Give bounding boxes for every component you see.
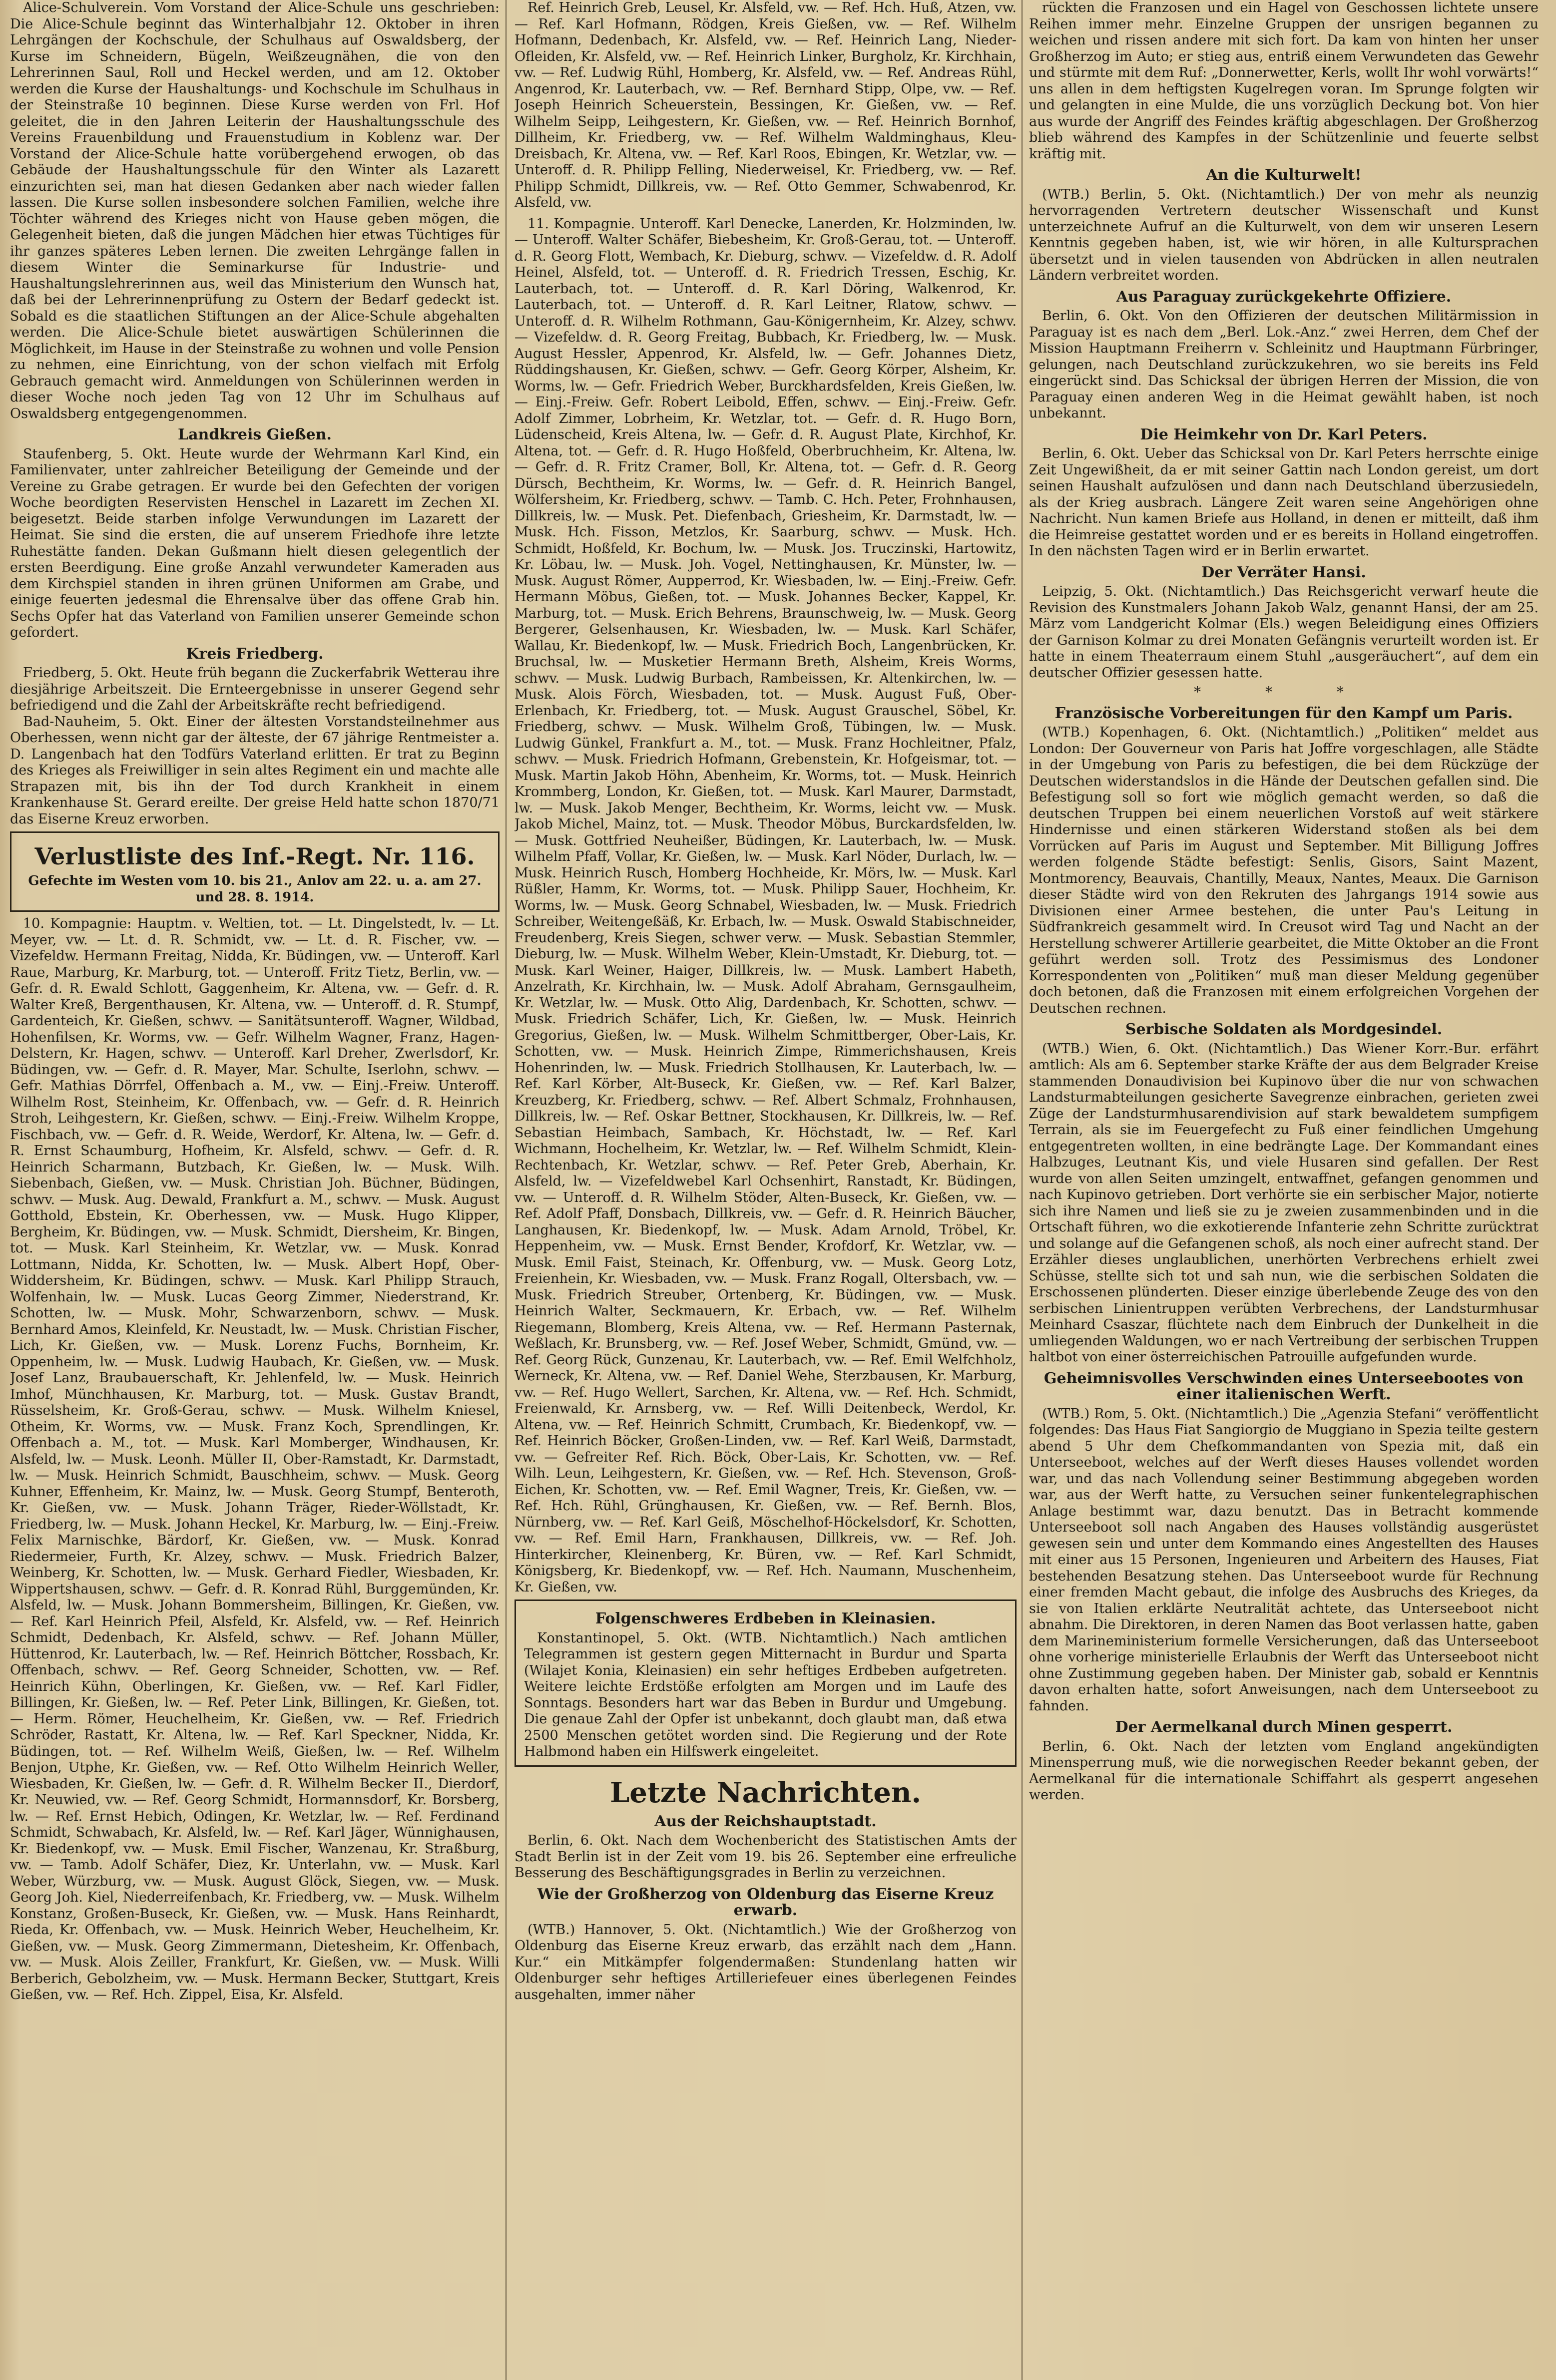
heading-hansi: Der Verräter Hansi. [1201, 563, 1366, 581]
heading-kreis-friedberg: Kreis Friedberg. [186, 645, 324, 663]
column-right [1029, 0, 1539, 2380]
column-left [10, 0, 500, 2380]
earthquake-title: Folgenschweres Erdbeben in Kleinasien. [595, 1610, 936, 1627]
heading-paris: Französische Vorbereitungen für den Kampf um Paris. [1054, 704, 1513, 722]
latest-news-subtitle: Aus der Reichshauptstadt. [654, 1812, 877, 1830]
article-serbische-soldaten: (WTB.) Wien, 6. Okt. (Nichtamtlich.) Das Wiener Korr.-Bur. erfährt amtlich: Als am 6. September starke Kräfte der aus dem Belgrader Kreise stammenden Donaudivision bei Kupinovo über die nur von schwachen Landsturmabteilungen gesicherte Savegrenze einbrachen, gerieten zwei Züge der Landsturmhusarendivision auf stark bewaldetem sumpfigem Terrain, als sie im Feuergefecht zu Fuß einer feindlichen Umgehung entgegentreten wollten, in eine bedrängte Lage. Der Kommandant eines Halbzuges, Leutnant Kis, und viele Husaren sind gefallen. Der Rest wurde von allen Seiten umzingelt, entwaffnet, gefangen genommen und nach Kupinovo getrieben. Dort verhörte sie ein serbischer Major, notierte sich ihre Namen und ließ sie zu je zweien zusammenbinden und in die Ortschaft führen, wo die exkotierende Infanterie zehn Schritte zurücktrat und solange auf die Gefangenen schoß, als noch einer aufrecht stand. Der Erzähler dieses unglaublichen, unerhörten Verbrechens erhielt zwei Schüsse, stellte sich tot und sah nun, wie die serbischen Soldaten die Erschossenen plünderten. Dieser einzige überlebende Zeuge des von den serbischen Linientruppen verübten Verbrechens, der Landsturmhusar Meinhard Csaszar, flüchtete nach dem Einbruch der Dunkelheit in die umliegenden Waldungen, wo er nach Vertreibung der serbischen Truppen haltbot von einer österreichischen Patrouille aufgefunden wurde. [1029, 1041, 1539, 1365]
article-paraguay: Berlin, 6. Okt. Von den Offizieren der deutschen Militärmission in Paraguay ist es nach dem „Berl. Lok.-Anz.“ zwei Herren, dem Chef der Mission Hauptmann Freiherrn v. Schleinitz und Hauptmann Fürbringer, gelungen, nach Deutschland zurückzukehren, wo sie bereits ins Feld eingerückt sind. Das Schicksal der übrigen Herren der Mission, die von Paraguay einen anderen Weg in die Heimat gewählt haben, ist noch unbekannt. [1029, 308, 1539, 421]
heading-serbische-soldaten: Serbische Soldaten als Mordgesindel. [1125, 1021, 1443, 1038]
earthquake-body: Konstantinopel, 5. Okt. (WTB. Nichtamtlich.) Nach amtlichen Telegrammen ist gestern gegen Mitternacht in Burdur und Sparta (Wilajet Konia, Kleinasien) ein sehr heftiges Erdbeben aufgetreten. Weitere leichte Erdstöße erfolgten am Morgen und im Laufe des Sonntags. Besonders hart war das Beben in Burdur und Umgebung. Die genaue Zahl der Opfer ist unbekannt, doch glaubt man, daß etwa 2500 Menschen getötet worden sind. Die Regierung und der Rote Halbmond haben ein Hilfswerk eingeleitet. [524, 1630, 1007, 1759]
casualty-list-11-kompagnie: 11. Kompagnie. Unteroff. Karl Denecke, Lanerden, Kr. Holzminden, lw. — Unteroff. Walter Schäfer, Biebesheim, Kr. Groß-Gerau, tot. — Unteroff. d. R. Georg Flott, Wembach, Kr. Dieburg, schwv. — Vizefeldw. d. R. Adolf Heinel, Alsfeld, tot. — Unteroff. d. R. Friedrich Tressen, Eschig, Kr. Lauterbach, tot. — Unteroff. d. R. Karl Döring, Walkenrod, Kr. Lauterbach, tot. — Unteroff. d. R. Karl Leitner, Rlatow, schwv. — Unteroff. d. R. Wilhelm Rothmann, Gau-Königernheim, Kr. Alzey, schwv. — Vizefeldw. d. R. Georg Freitag, Bubbach, Kr. Friedberg, lw. — Musk. August Hessler, Appenrod, Kr. Alsfeld, lw. — Gefr. Johannes Dietz, Rüddingshausen, Kr. Gießen, schwv. — Gefr. Georg Körper, Alsheim, Kr. Worms, lw. — Gefr. Friedrich Weber, Burckhardsfelden, Kreis Gießen, lw. — Einj.-Freiw. Gefr. Robert Leibold, Effen, schwv. — Einj.-Freiw. Gefr. Adolf Zimmer, Lobrheim, Kr. Wetzlar, tot. — Gefr. d. R. Hugo Born, Lüdenscheid, Kreis Altena, lw. — Gefr. d. R. August Plate, Kirchhof, Kr. Altena, tot. — Gefr. d. R. Hugo Hoßfeld, Oberbruchheim, Kr. Altena, lw. — Gefr. d. R. Fritz Cramer, Boll, Kr. Altena, tot. — Gefr. d. R. Georg Dürsch, Bechtheim, Kr. Worms, lw. — Gefr. d. R. Heinrich Bangel, Wölfersheim, Kr. Friedberg, schwv. — Tamb. C. Hch. Peter, Frohnhausen, Dillkreis, lw. — Musk. Pet. Diefenbach, Griesheim, Kr. Darmstadt, lw. — Musk. Hch. Fisson, Metzlos, Kr. Saarburg, schwv. — Musk. Hch. Schmidt, Hoßfeld, Kr. Bochum, lw. — Musk. Jos. Truczinski, Hartowitz, Kr. Löbau, lw. — Musk. Joh. Vogel, Nettinghausen, Kr. Münster, lw. — Musk. August Römer, Aupperrod, Kr. Wiesbaden, lw. — Einj.-Freiw. Gefr. Hermann Möbus, Gießen, tot. — Musk. Johannes Becker, Kappel, Kr. Marburg, tot. — Musk. Erich Behrens, Braunschweig, lw. — Musk. Georg Bergerer, Gelsenhausen, Kr. Wiesbaden, lw. — Musk. Karl Schäfer, Wallau, Kr. Biedenkopf, lw. — Musk. Friedrich Boch, Langenbrücken, Kr. Bruchsal, lw. — Musketier Hermann Breth, Alsheim, Kreis Worms, schwv. — Musk. Ludwig Burbach, Rambeissen, Kr. Altenkirchen, lw. — Musk. Alois Förch, Wiesbaden, tot. — Musk. August Fuß, Ober-Erlenbach, Kr. Friedberg, tot. — Musk. August Grauschel, Söbel, Kr. Friedberg, schwv. — Musk. Wilhelm Groß, Tübingen, lw. — Musk. Ludwig Günkel, Frankfurt a. M., tot. — Musk. Franz Hochleitner, Pfalz, schwv. — Musk. Friedrich Hofmann, Grebenstein, Kr. Hofgeismar, tot. — Musk. Martin Jakob Höhn, Abenheim, Kr. Worms, tot. — Musk. Heinrich Krommberg, London, Kr. Gießen, tot. — Musk. Karl Maurer, Darmstadt, lw. — Musk. Jakob Menger, Bechtheim, Kr. Worms, leicht vw. — Musk. Jakob Michel, Mainz, tot. — Musk. Theodor Möbus, Burckardsfelden, lw. — Musk. Gottfried Neuheißer, Büdingen, Kr. Lauterbach, lw. — Musk. Wilhelm Pfaff, Vollar, Kr. Gießen, lw. — Musk. Karl Nöder, Durlach, lw. — Musk. Heinrich Rusch, Homberg Hochheide, Kr. Mörs, lw. — Musk. Karl Rüßler, Hamm, Kr. Worms, tot. — Musk. Philipp Sauer, Hochheim, Kr. Worms, lw. — Musk. Georg Schnabel, Wiesbaden, lw. — Musk. Friedrich Schreiber, Weitengeßäß, Kr. Erbach, lw. — Musk. Oswald Stabischneider, Freudenberg, Kreis Siegen, schwer verw. — Musk. Sebastian Stemmler, Dieburg, lw. — Musk. Wilhelm Weber, Klein-Umstadt, Kr. Dieburg, tot. — Musk. Karl Weiner, Haiger, Dillkreis, lw. — Musk. Lambert Habeth, Anzelrath, Kr. Kirchhain, lw. — Musk. Adolf Abraham, Gernsgaulheim, Kr. Wetzlar, lw. — Musk. Otto Alig, Dardenbach, Kr. Schotten, schwv. — Musk. Friedrich Schäfer, Lich, Kr. Gießen, lw. — Musk. Heinrich Gregorius, Gießen, lw. — Musk. Wilhelm Schmittberger, Ober-Lais, Kr. Schotten, vw. — Musk. Heinrich Zimpe, Rimmerichshausen, Kreis Hohenrinden, lw. — Musk. Friedrich Stollhausen, Kr. Lauterbach, lw. — Ref. Karl Körber, Alt-Buseck, Kr. Gießen, vw. — Ref. Karl Balzer, Kreuzberg, Kr. Friedberg, schwv. — Ref. Albert Schmalz, Frohnhausen, Dillkreis, lw. — Ref. Oskar Bettner, Stockhausen, Kr. Dillkreis, lw. — Ref. Sebastian Heimbach, Sambach, Kr. Höchstadt, lw. — Ref. Karl Wichmann, Hochelheim, Kr. Wetzlar, lw. — Ref. Wilhelm Schmidt, Klein-Rechtenbach, Kr. Wetzlar, schwv. — Ref. Peter Greb, Aberhain, Kr. Alsfeld, lw. — Vizefeldwebel Karl Ochsenhirt, Ranstadt, Kr. Büdingen, vw. — Unteroff. d. R. Wilhelm Stöder, Alten-Buseck, Kr. Gießen, vw. — Ref. Adolf Pfaff, Donsbach, Dillkreis, vw. — Gefr. d. R. Heinrich Bäucher, Langhausen, Kr. Biedenkopf, lw. — Musk. Adam Arnold, Tröbel, Kr. Heppenheim, vw. — Musk. Ernst Bender, Krofdorf, Kr. Wetzlar, vw. — Musk. Emil Faist, Steinach, Kr. Offenburg, vw. — Musk. Georg Lotz, Freienhein, Kr. Wiesbaden, vw. — Musk. Franz Rogall, Oltersbach, vw. — Musk. Friedrich Streuber, Ortenberg, Kr. Büdingen, vw. — Musk. Heinrich Walter, Seckmauern, Kr. Erbach, vw. — Ref. Wilhelm Riegemann, Blomberg, Kreis Altena, vw. — Ref. Hermann Pasternak, Weßlach, Kr. Brunsberg, vw. — Ref. Josef Weber, Schmidt, Gmünd, vw. — Ref. Georg Rück, Gunzenau, Kr. Lauterbach, vw. — Ref. Emil Welfchholz, Werneck, Kr. Altena, vw. — Ref. Daniel Wehe, Sterzbausen, Kr. Marburg, vw. — Ref. Hugo Wellert, Sarchen, Kr. Altena, vw. — Ref. Hch. Schmidt, Freienwald, Kr. Arnsberg, vw. — Ref. Willi Deitenbeck, Werdol, Kr. Altena, vw. — Ref. Heinrich Schmitt, Crumbach, Kr. Biedenkopf, vw. — Ref. Heinrich Böcker, Großen-Linden, vw. — Ref. Karl Weiß, Darmstadt, vw. — Gefreiter Ref. Rich. Böck, Ober-Lais, Kr. Schotten, vw. — Ref. Wilh. Leun, Leihgestern, Kr. Gießen, vw. — Ref. Hch. Stevenson, Groß-Eichen, Kr. Schotten, vw. — Ref. Emil Wagner, Treis, Kr. Gießen, vw. — Ref. Hch. Rühl, Grünghausen, Kr. Gießen, vw. — Ref. Bernh. Blos, Nürnberg, vw. — Ref. Karl Geiß, Möschelhof-Höckelsdorf, Kr. Schotten, vw. — Ref. Emil Harn, Frankhausen, Dillkreis, vw. — Ref. Joh. Hinterkircher, Kleinenberg, Kr. Büren, vw. — Ref. Karl Schmidt, Königsberg, Kr. Biedenkopf, vw. — Ref. Hch. Naumann, Muschenheim, Kr. Gießen, vw. [515, 216, 1017, 1595]
casualty-list-continued: Ref. Heinrich Greb, Leusel, Kr. Alsfeld, vw. — Ref. Hch. Huß, Atzen, vw. — Ref. Karl Hofmann, Rödgen, Kreis Gießen, vw. — Ref. Wilhelm Hofmann, Dedenbach, Kr. Alsfeld, vw. — Ref. Heinrich Lang, Nieder-Ofleiden, Kr. Alsfeld, vw. — Ref. Heinrich Linker, Burgholz, Kr. Kirchhain, vw. — Ref. Ludwig Rühl, Homberg, Kr. Alsfeld, vw. — Ref. Andreas Rühl, Angenrod, Kr. Lauterbach, vw. — Ref. Bernhard Stipp, Olpe, vw. — Ref. Joseph Heinrich Scheuerstein, Bessingen, Kr. Gießen, vw. — Ref. Wilhelm Seipp, Leihgestern, Kr. Gießen, vw. — Ref. Heinrich Bornhof, Dillheim, Kr. Friedberg, vw. — Ref. Wilhelm Waldminghaus, Kleu-Dreisbach, Kr. Altena, vw. — Ref. Karl Roos, Ebingen, Kr. Wetzlar, vw. — Unteroff. d. R. Philipp Felling, Niederweisel, Kr. Friedberg, vw. — Ref. Philipp Schmidt, Dillkreis, vw. — Ref. Otto Gemmer, Schwabenrod, Kr. Alsfeld, vw. [515, 0, 1017, 210]
section-divider-stars: * * * [1194, 684, 1374, 700]
article-aermelkanal: Berlin, 6. Okt. Nach der letzten vom England angekündigten Minensperrung muß, wie die norwegischen Reeder bekannt geben, der Aermelkanal für die internationale Schiffahrt als gesperrt angesehen werden. [1029, 1738, 1539, 1803]
heading-peters: Die Heimkehr von Dr. Karl Peters. [1140, 425, 1428, 443]
heading-landkreis-giessen: Landkreis Gießen. [178, 426, 332, 443]
article-unterseeboot: (WTB.) Rom, 5. Okt. (Nichtamtlich.) Die „Agenzia Stefani“ veröffentlicht folgendes: Das Haus Fiat Sangiorgio de Muggiano in Spezia teilte gestern abend 5 Uhr dem Chefkommandanten von Spezia mit, daß ein Unterseeboot, welches auf der Werft dieses Hauses vollendet worden war, und das nach Vollendung seiner Bestimmung abgegeben worden war, aus der Werft hatte, zu Versuchen seiner funkentelegraphischen Anlage bestimmt war, dazu benutzt. Das in Betracht kommende Unterseeboot soll nach Angaben des Hauses vollständig ausgerüstet gewesen sein und unter dem Kommando eines Angestellten des Hauses mit einer aus 15 Personen, Ingenieuren und Arbeitern des Hauses, Fiat bestehenden Besatzung stehen. Das Unterseeboot wurde für Rechnung einer fremden Macht gebaut, die infolge des Ausbruchs des Krieges, da sie von Italien erklärte Neutralität achtete, das Unterseeboot nicht abnahm. Die Direktoren, in deren Namen das Boot verlassen hatte, gaben dem Marineministerium formelle Versicherungen, daß das Unterseeboot ohne vorherige ministerielle Erlaubnis der Werft das Unterseeboot nicht ohne Zustimmung gegeben haben. Der Minister gab, sobald er Kenntnis davon erhalten hatte, sofort Anweisungen, nach dem Unterseeboot zu fahnden. [1029, 1406, 1539, 1714]
heading-grossherzog: Wie der Großherzog von Oldenburg das Eiserne Kreuz erwarb. [537, 1885, 994, 1919]
column-rule [1022, 0, 1023, 2380]
article-grossherzog: (WTB.) Hannover, 5. Okt. (Nichtamtlich.) Wie der Großherzog von Oldenburg das Eiserne Kreuz erwarb, das erzählt nach dem „Hann. Kur.“ ein Mitkämpfer folgendermaßen: Stundenlang hatten wir Oldenburger sehr heftiges Artilleriefeuer eines überlegenen Feindes ausgehalten, immer näher [515, 1922, 1017, 2002]
article-alice-schule: Alice-Schulverein. Vom Vorstand der Alice-Schule uns geschrieben: Die Alice-Schule beginnt das Winterhalbjahr 12. Oktober in ihren Lehrgängen der Kochschule, der Schulhaus auf Oswaldsberg, der Kurse im Schneidern, Bügeln, Weißzeugnähen, die von den Lehrerinnen Saul, Roll und Heckel werden, und am 12. Oktober werden die Kurse der Haushaltungs- und Kochschule im Schulhaus in der Steinstraße 10 beginnen. Diese Kurse werden von Frl. Hof geleitet, die in den Jahren Leiterin der Haushaltungsschule des Vereins Frauenbildung und Frauenstudium in Koblenz war. Der Vorstand der Alice-Schule hatte vorübergehend erwogen, ob das Gebäude der Haushaltungsschule für den Winter als Lazarett einzurichten sei, man hat diesen Gedanken aber nach wieder fallen lassen. Die Kurse sollen insbesondere solchen Familien, welche ihre Töchter während des Krieges nicht von Hause geben mögen, die Gelegenheit bieten, daß die jungen Mädchen hier etwas Tüchtiges für ihr ganzes späteres Leben lernen. Die zweiten Lehrgänge fallen in diesem Winter die Seminarkurse für Industrie- und Haushaltungslehrerinnen aus, weil das Ministerium den Wunsch hat, daß bei der Lehrerinnenprüfung zu Ostern der Bedarf gedeckt ist. Sobald es die staatlichen Stiftungen an der Alice-Schule abgehalten werden. Die Alice-Schule bietet auswärtigen Schülerinnen die Möglichkeit, im Hause in der Steinstraße zu wohnen und volle Pension zu nehmen, eine Einrichtung, von der schon vielfach mit Erfolg Gebrauch gemacht wird. Anmeldungen von Schülerinnen werden in dieser Woche noch jeden Tag von 12 Uhr im Schulhaus auf Oswaldsberg entgegengenommen. [10, 0, 500, 421]
heading-aermelkanal: Der Aermelkanal durch Minen gesperrt. [1115, 1718, 1453, 1736]
article-kulturwelt: (WTB.) Berlin, 5. Okt. (Nichtamtlich.) Der von mehr als neunzig hervorragenden Vertretern deutscher Wissenschaft und Kunst unterzeichnete Aufruf an die Kulturwelt, von dem wir unseren Lesern Kenntnis gegeben haben, ist, wie wir hören, in alle Kultursprachen übersetzt und in vielen tausenden von Abdrücken in allen neutralen Ländern verbreitet worden. [1029, 186, 1539, 283]
article-staufenberg: Staufenberg, 5. Okt. Heute wurde der Wehrmann Karl Kind, ein Familienvater, unter zahlreicher Beteiligung der Gemeinde und der Vereine zu Grabe getragen. Er wurde bei den Gefechten der vorigen Woche beordigten Reservisten Henschel in Lazarett im Zechen XI. beigesetzt. Beide starben infolge Verwundungen im Lazarett der Heimat. Sie sind die ersten, die auf unserem Friedhofe ihre letzte Ruhestätte fanden. Dekan Gußmann hielt diesen gelegentlich der ersten Beerdigung. Eine große Anzahl verwundeter Kameraden aus dem Kirchspiel standen in ihren grünen Uniformen am Grabe, und einige feuerten jedesmal die Ehrensalve über das offene Grab hin. Sechs Opfer hat das Vaterland von Familien unserer Gemeinde schon gefordert. [10, 446, 500, 640]
column-middle [515, 0, 1017, 2380]
heading-kulturwelt: An die Kulturwelt! [1206, 166, 1362, 184]
column-rule [506, 0, 507, 2380]
casualty-list-subtitle: Gefechte im Westen vom 10. bis 21., Anlov am 22. u. a. am 27. und 28. 8. 1914. [28, 873, 482, 905]
article-peters: Berlin, 6. Okt. Ueber das Schicksal von Dr. Karl Peters herrschte einige Zeit Ungewißheit, da er mit seiner Gattin nach London gereist, um dort seinen Haushalt aufzulösen und dann nach Deutschland überzusiedeln, als der Krieg ausbrach. Längere Zeit waren seine Angehörigen ohne Nachricht. Nun kamen Briefe aus Holland, in denen er mitteilt, daß ihm die Heimreise gestattet worden und er es bereits in Holland eingetroffen. In den nächsten Tagen wird er in Berlin erwartet. [1029, 446, 1539, 559]
earthquake-box [515, 1599, 1017, 1767]
article-friedberg: Friedberg, 5. Okt. Heute früh begann die Zuckerfabrik Wetterau ihre diesjährige Arbeitszeit. Die Ernteergebnisse in unserer Gegend sehr befriedigend und die Zahl der Arbeitskräfte recht befriedigend. [10, 665, 500, 713]
latest-news-title: Letzte Nachrichten. [609, 1776, 922, 1809]
casualty-list [10, 831, 500, 912]
article-berlin-statistik: Berlin, 6. Okt. Nach dem Wochenbericht des Statistischen Amts der Stadt Berlin ist in der Zeit vom 19. bis 26. September eine erfreuliche Besserung des Beschäftigungsgrades in Berlin zu verzeichnen. [515, 1833, 1017, 1881]
casualty-list-body: 10. Kompagnie: Hauptm. v. Weltien, tot. — Lt. Dingelstedt, lv. — Lt. Meyer, vw. — Lt. d. R. Schmidt, vw. — Lt. d. R. Fischer, vw. — Vizefeldw. Hermann Freitag, Nidda, Kr. Büdingen, vw. — Unteroff. Karl Raue, Marburg, Kr. Marburg, tot. — Unteroff. Fritz Tietz, Berlin, vw. — Gefr. d. R. Ewald Schlott, Gaggenheim, Kr. Altena, vw. — Gefr. d. R. Walter Kreß, Bergenthausen, Kr. Altena, vw. — Unteroff. d. R. Stumpf, Gardenteich, Kr. Gießen, schwv. — Sanitätsunteroff. Wagner, Wildbad, Hohenfilsen, Kr. Worms, vw. — Gefr. Wilhelm Wagner, Franz, Hagen-Delstern, Kr. Hagen, schwv. — Unteroff. Karl Dreher, Zwerlsdorf, Kr. Büdingen, vw. — Gefr. d. R. Mayer, Mar. Schulte, Iserlohn, schwv. — Gefr. Mathias Dörrfel, Offenbach a. M., vw. — Einj.-Freiw. Unteroff. Wilhelm Rost, Steinheim, Kr. Offenbach, vw. — Gefr. d. R. Heinrich Stroh, Leihgestern, Kr. Gießen, schwv. — Einj.-Freiw. Wilhelm Kroppe, Fischbach, vw. — Gefr. d. R. Weide, Werdorf, Kr. Altena, lw. — Gefr. d. R. Ernst Schaumburg, Hofheim, Kr. Alsfeld, schwv. — Gefr. d. R. Heinrich Scharmann, Butzbach, Kr. Gießen, lw. — Musk. Wilh. Siebenbach, Gießen, vw. — Musk. Christian Joh. Büchner, Büdingen, schwv. — Musk. Aug. Dewald, Frankfurt a. M., schwv. — Musk. August Gotthold, Ebstein, Kr. Oberhessen, vw. — Musk. Hugo Klipper, Bergheim, Kr. Büdingen, vw. — Musk. Schmidt, Diersheim, Kr. Bingen, tot. — Musk. Karl Steinheim, Kr. Wetzlar, vw. — Musk. Konrad Lottmann, Nidda, Kr. Schotten, lw. — Musk. Albert Hopf, Ober-Widdersheim, Kr. Büdingen, schwv. — Musk. Karl Philipp Strauch, Wolfenhain, lw. — Musk. Lucas Georg Zimmer, Niederstrand, Kr. Schotten, lw. — Musk. Mohr, Schwarzenborn, schwv. — Musk. Bernhard Amos, Kleinfeld, Kr. Neustadt, lw. — Musk. Christian Fischer, Lich, Kr. Gießen, vw. — Musk. Lorenz Fuchs, Bornheim, Kr. Oppenheim, lw. — Musk. Ludwig Haubach, Kr. Gießen, vw. — Musk. Josef Lanz, Braubauerschaft, Kr. Jehlenfeld, lw. — Musk. Heinrich Imhof, Münchhausen, Kr. Marburg, tot. — Musk. Gustav Brandt, Rüsselsheim, Kr. Groß-Gerau, schwv. — Musk. Wilhelm Kniesel, Otheim, Kr. Worms, vw. — Musk. Franz Koch, Sprendlingen, Kr. Offenbach a. M., tot. — Musk. Karl Momberger, Windhausen, Kr. Alsfeld, lw. — Musk. Leonh. Müller II, Ober-Ramstadt, Kr. Darmstadt, lw. — Musk. Heinrich Schmidt, Bauschheim, schwv. — Musk. Georg Kuhner, Effenheim, Kr. Mainz, lw. — Musk. Georg Stumpf, Benteroth, Kr. Gießen, vw. — Musk. Johann Träger, Rieder-Wöllstadt, Kr. Friedberg, lw. — Musk. Johann Heckel, Kr. Marburg, lw. — Einj.-Freiw. Felix Marnischke, Bärdorf, Kr. Gießen, vw. — Musk. Konrad Riedermeier, Furth, Kr. Alzey, schwv. — Musk. Friedrich Balzer, Weinberg, Kr. Schotten, lw. — Musk. Gerhard Fiedler, Wiesbaden, Kr. Wippertshausen, schwv. — Gefr. d. R. Konrad Rühl, Burggemünden, Kr. Alsfeld, lw. — Musk. Johann Bommersheim, Billingen, Kr. Gießen, vw. — Ref. Karl Heinrich Pfeil, Alsfeld, Kr. Alsfeld, vw. — Ref. Heinrich Schmidt, Dedenbach, Kr. Alsfeld, schwv. — Ref. Johann Müller, Hüttenrod, Kr. Lauterbach, lw. — Ref. Heinrich Böttcher, Rossbach, Kr. Offenbach, schwv. — Ref. Georg Schneider, Schotten, vw. — Ref. Heinrich Kühn, Oberlingen, Kr. Gießen, vw. — Ref. Karl Fidler, Billingen, Kr. Gießen, lw. — Ref. Peter Link, Billingen, Kr. Gießen, tot. — Herm. Römer, Heuchelheim, Kr. Gießen, vw. — Ref. Friedrich Schröder, Rastatt, Kr. Altena, lw. — Ref. Karl Speckner, Nidda, Kr. Büdingen, tot. — Ref. Wilhelm Weiß, Gießen, lw. — Ref. Wilhelm Benjon, Utphe, Kr. Gießen, vw. — Ref. Otto Wilhelm Heinrich Weller, Wiesbaden, Kr. Gießen, lw. — Gefr. d. R. Wilhelm Becker II., Dierdorf, Kr. Neuwied, vw. — Ref. Georg Schmidt, Hormannsdorf, Kr. Borsberg, lw. — Ref. Ernst Hebich, Odingen, Kr. Wetzlar, lw. — Ref. Ferdinand Schmidt, Schwabach, Kr. Alsfeld, lw. — Ref. Karl Jäger, Wünnighausen, Kr. Biedenkopf, vw. — Musk. Emil Fischer, Wanzenau, Kr. Straßburg, vw. — Tamb. Adolf Schäfer, Diez, Kr. Unterlahn, vw. — Musk. Karl Weber, Würzburg, vw. — Musk. August Glöck, Siegen, vw. — Musk. Georg Joh. Kiel, Niederreifenbach, Kr. Friedberg, vw. — Musk. Wilhelm Konstanz, Großen-Buseck, Kr. Gießen, vw. — Musk. Hans Reinhardt, Rieda, Kr. Offenbach, vw. — Musk. Heinrich Weber, Heuchelheim, Kr. Gießen, vw. — Musk. Georg Zimmermann, Dietesheim, Kr. Offenbach, vw. — Musk. Alois Zeiller, Frankfurt, Kr. Gießen, vw. — Musk. Willi Berberich, Gebolzheim, vw. — Musk. Hermann Becker, Stuttgart, Kreis Gießen, vw. — Ref. Hch. Zippel, Eisa, Kr. Alsfeld. [10, 916, 500, 2002]
heading-unterseeboot: Geheimnisvolles Verschwinden eines Unterseebootes von einer italienischen Werft. [1043, 1369, 1524, 1403]
article-grossherzog-continued: rückten die Franzosen und ein Hagel von Geschossen lichtete unsere Reihen immer mehr. Einzelne Gruppen der unsrigen begannen zu weichen und rissen andere mit sich fort. Da kam von hinten her unser Großherzog im Auto; er stieg aus, entriß einem Verwundeten das Gewehr und stürmte mit dem Ruf: „Donnerwetter, Kerls, wollt Ihr wohl vorwärts!“ uns allen in dem heftigsten Kugelregen voran. Im Sprunge folgten wir und gelangten in eine Mulde, die uns vorzüglich Deckung bot. Von hier aus wurde der Angriff des Feindes kräftig abgeschlagen. Der Großherzog blieb während des Kampfes in der Schützenlinie und feuerte selbst kräftig mit. [1029, 0, 1539, 162]
article-hansi: Leipzig, 5. Okt. (Nichtamtlich.) Das Reichsgericht verwarf heute die Revision des Kunstmalers Johann Jakob Walz, genannt Hansi, der am 25. März vom Landgericht Kolmar (Els.) wegen Beleidigung eines Offiziers der Garnison Kolmar zu drei Monaten Gefängnis verurteilt worden ist. Er hatte in einem Theaterraum einem Stuhl „ausgeräuchert“, auf dem ein deutscher Offizier gesessen hatte. [1029, 584, 1539, 681]
article-bad-nauheim: Bad-Nauheim, 5. Okt. Einer der ältesten Vorstandsteilnehmer aus Oberhessen, wenn nicht gar der älteste, der 67 jährige Rentmeister a. D. Langenbach hat den Todfürs Vaterland erlitten. Er trat zu Beginn des Krieges als Freiwilliger in sein altes Regiment ein und machte alle Strapazen mit, bis ihn der Tod durch Krankheit in einem Krankenhause St. Gerard ereilte. Der greise Held hatte schon 1870/71 das Eiserne Kreuz erworben. [10, 714, 500, 827]
casualty-list-title: Verlustliste des Inf.-Regt. Nr. 116. [34, 843, 475, 870]
heading-paraguay: Aus Paraguay zurückgekehrte Offiziere. [1116, 288, 1452, 306]
article-paris: (WTB.) Kopenhagen, 6. Okt. (Nichtamtlich.) „Politiken“ meldet aus London: Der Gouverneur von Paris hat Joffre vorgeschlagen, alle Städte in der Umgebung von Paris zu befestigen, die bei dem Rückzüge der Deutschen widerstandslos in die Hände der Deutschen gefallen sind. Die Befestigung soll so fort wie möglich gemacht werden, so daß die deutschen Truppen bei einem neuerlichen Vorstoß auf weit stärkere Hindernisse und einen stärkeren Widerstand stoßen als bei dem Vorrücken auf Paris im August und September. Mit Billigung Joffres werden folgende Städte befestigt: Senlis, Gisors, Saint Mazent, Montmorency, Beauvais, Chantilly, Meaux, Nantes, Meaux. Die Garnison dieser Städte wird von den Rekruten des Jahrgangs 1914 sowie aus Divisionen einer Armee bestehen, die unter Pau's Leitung in Südfrankreich gesammelt wird. In Creusot wird Tag und Nacht an der Herstellung schwerer Artillerie gearbeitet, die Mitte Oktober an die Front geführt werden soll. Trotz des Pessimismus des Londoner Korrespondenten von „Politiken“ muß man dieser Meldung gegenüber doch betonen, daß die Franzosen mit einem erfolgreichen Vorgehen der Deutschen rechnen. [1029, 725, 1539, 1016]
